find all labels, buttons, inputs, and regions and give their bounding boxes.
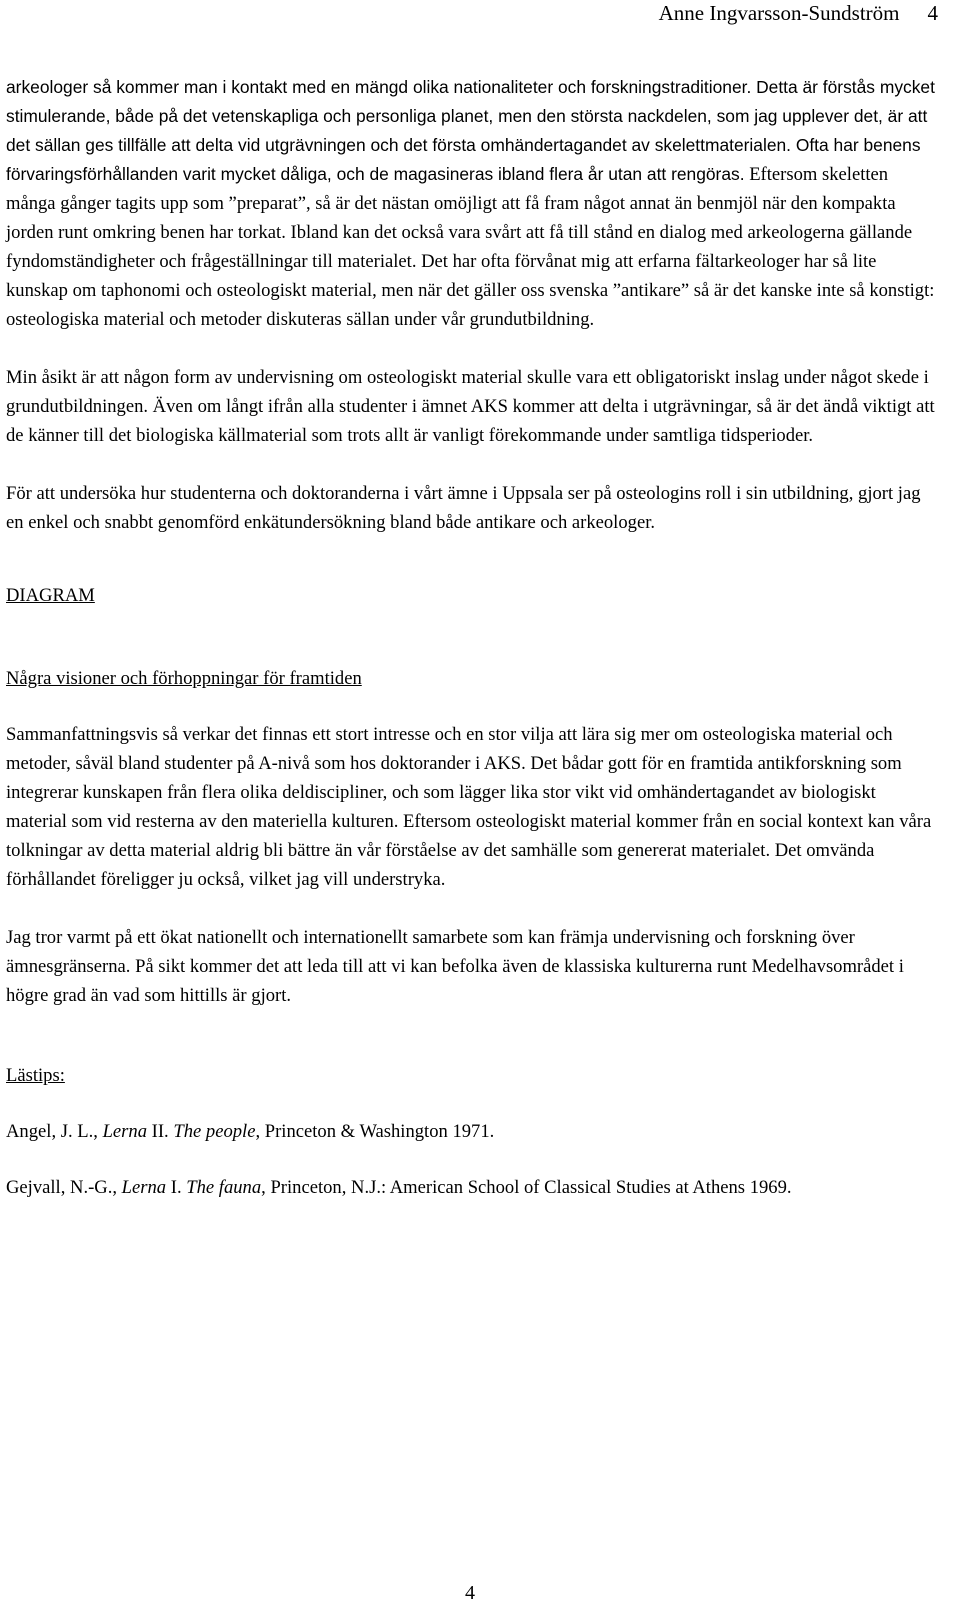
heading-diagram-text: DIAGRAM [6,585,95,606]
heading-diagram [6,581,941,610]
footer-page-number: 4 [465,1582,475,1604]
reference-2-publication: , Princeton, N.J.: American School of Classical Studies at Athens 1969. [261,1177,792,1198]
reference-1-title: The people [173,1121,256,1142]
running-header [659,0,938,26]
paragraph-1-part-b: Eftersom skeletten många gånger tagits upp som ”preparat”, så är det nästan omöjligt att få fram något annat än benmjöl när den kompakta jorden runt omkring benen har torkat. Ibland kan det också vara svårt att få till stånd en dialog med arkeologerna gällande fyndomständigheter och frågeställningar till materialet. Det har ofta förvånat mig att erfarna fältarkeologer har så lite kunskap om taphonomi och osteologiskt material, men när det gäller oss svenska ”antikare” så är det kanske inte så konstigt: osteologiska material och metoder diskuteras sällan under vår grundutbildning. [6,164,935,330]
header-author: Anne Ingvarsson-Sundström [658,1,900,25]
paragraph-3: För att undersöka hur studenterna och doktoranderna i vårt ämne i Uppsala ser på osteologins roll i sin utbildning, gjort jag en enkel och snabbt genomförd enkätundersökning bland både antikare och arkeologer. [6,483,921,533]
heading-reading-tips [6,1061,941,1090]
document-body [6,73,941,1202]
paragraph-2: Min åsikt är att någon form av undervisning om osteologiskt material skulle vara ett obligatoriskt inslag under något skede i grundutbildningen. Även om långt ifrån alla studenter i ämnet AKS kommer att delta i utgrävningar, så är det ändå viktigt att de känner till det biologiska källmaterial som trots allt är vanligt förekommande under samtliga tidsperioder. [6,367,935,446]
paragraph-5: Jag tror varmt på ett ökat nationellt och internationellt samarbete som kan främja undervisning och forskning över ämnesgränserna. På sikt kommer det att leda till att vi kan befolka även de klassiska kulturerna runt Medelhavsområdet i högre grad än vad som hittills är gjort. [6,927,904,1006]
reference-2 [6,1173,941,1202]
paragraph-4: Sammanfattningsvis så verkar det finnas ett stort intresse och en stor vilja att lära sig mer om osteologiska material och metoder, såväl bland studenter på A-nivå som hos doktorander i AKS. Det bådar gott för en framtida antikforskning som integrerar kunskapen från flera olika deldiscipliner, och som lägger lika stor vikt vid omhändertagandet av biologiskt material som vid resterna av den materiella kulturen. Eftersom osteologiskt material kommer från en social kontext kan våra tolkningar av detta material aldrig bli bättre än vår förståelse av det samhälle som genererat materialet. Det omvända förhållandet föreligger ju också, vilket jag vill understryka. [6,724,932,890]
reference-2-title: The fauna [186,1177,262,1198]
reference-2-series: Lerna [121,1177,167,1198]
reference-1-volume: II. [147,1121,174,1142]
heading-visions [6,664,941,693]
reference-1-authors: Angel, J. L., [6,1121,103,1142]
header-page-number: 4 [927,1,938,25]
heading-visions-text: Några visioner och förhoppningar för framtiden [6,668,362,689]
heading-reading-tips-text: Lästips: [6,1065,65,1086]
reference-1-series: Lerna [102,1121,148,1142]
paragraph-1-part-a: arkeologer så kommer man i kontakt med en mängd olika nationaliteter och forskningstraditioner. Detta är förstås mycket stimulerande, både på det vetenskapliga och personliga planet, men den största nackdelen, som jag upplever det, är att det sällan ges tillfälle att delta vid utgrävningen och det första omhändertagandet av skelettmaterialen. Ofta har benens förvaringsförhållanden varit mycket dåliga, och de magasineras ibland flera år utan att rengöras. [6,77,935,184]
reference-2-volume: I. [166,1177,187,1198]
reference-2-authors: Gejvall, N.-G., [6,1177,122,1198]
reference-1 [6,1117,941,1146]
paragraph-1 [6,73,941,334]
reference-1-publication: , Princeton & Washington 1971. [255,1121,495,1142]
